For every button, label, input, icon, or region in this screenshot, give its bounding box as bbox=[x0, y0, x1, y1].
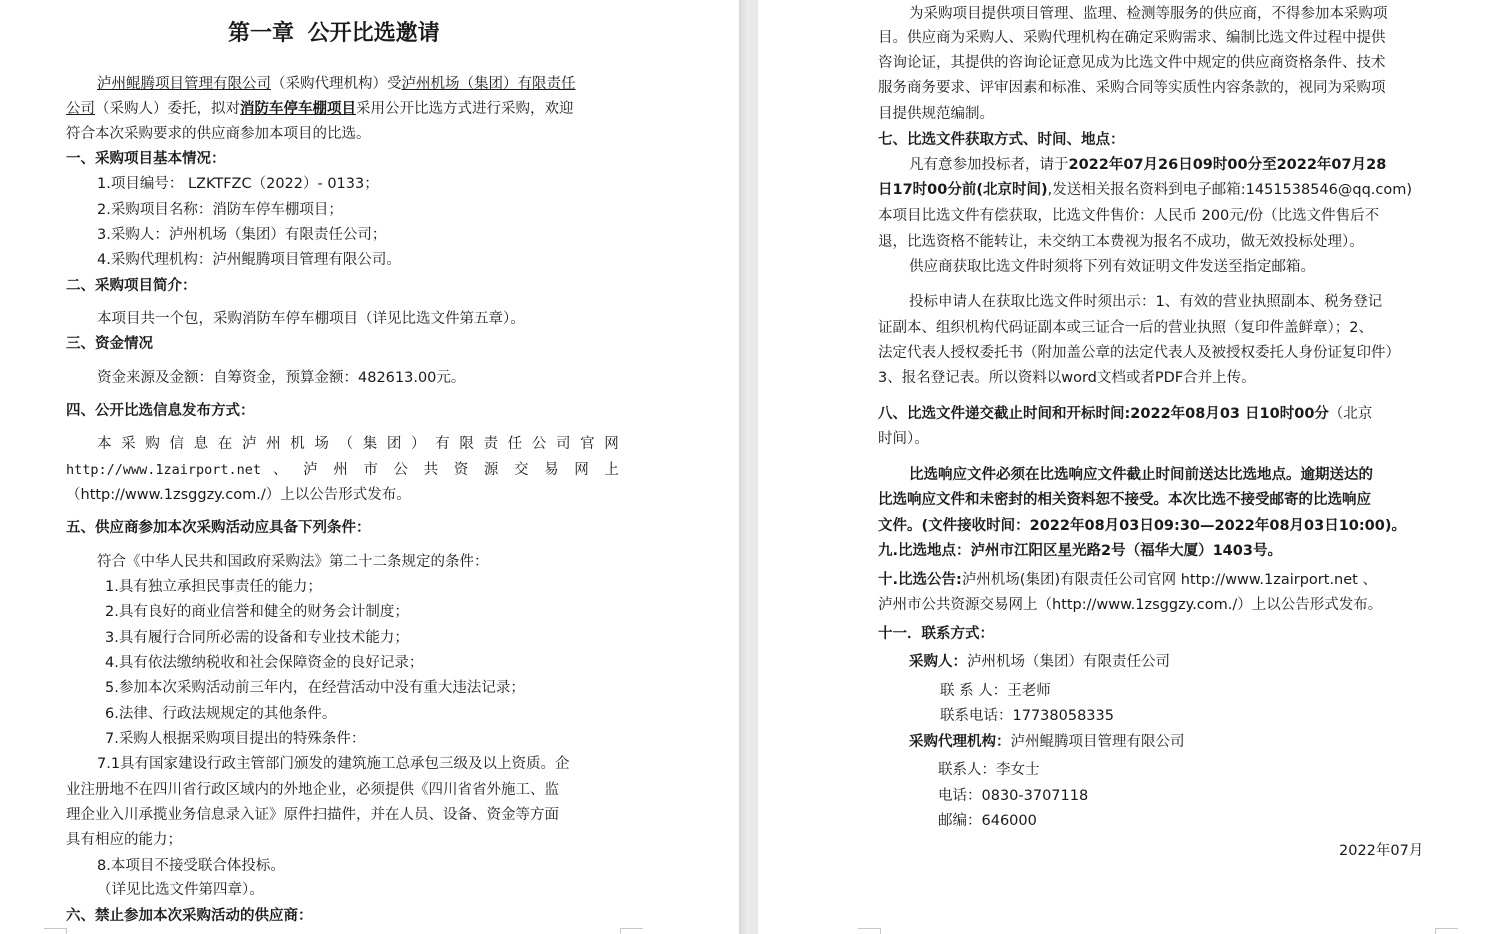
crop-mark bbox=[44, 928, 67, 934]
agency-label: 采购代理机构： bbox=[909, 734, 1011, 750]
section-8-line-2: 时间）。 bbox=[878, 431, 929, 447]
section-5-heading: 五、供应商参加本次采购活动应具备下列条件： bbox=[66, 520, 371, 536]
s5-item: 4.具有依法缴纳税收和社会保障资金的良好记录； bbox=[105, 655, 424, 671]
s7-line: 投标申请人在获取比选文件时须出示：1、有效的营业执照副本、税务登记 bbox=[909, 294, 1383, 310]
section-3-heading: 三、资金情况 bbox=[66, 336, 153, 352]
site-url-1: http://www.1zairport.net bbox=[66, 462, 262, 478]
s5-item: 7.采购人根据采购项目提出的特殊条件： bbox=[105, 731, 366, 747]
crop-mark bbox=[858, 928, 881, 934]
s5-item: 5.参加本次采购活动前三年内，在经营活动中没有重大违法记录； bbox=[105, 680, 525, 696]
section-2-heading: 二、采购项目简介： bbox=[66, 278, 197, 294]
agency-phone: 电话：0830-3707118 bbox=[938, 788, 1089, 804]
s7-email: ,发送相关报名资料到电子邮箱:1451538546@qq.com) bbox=[1047, 182, 1413, 198]
p6-line: 为采购项目提供项目管理、监理、检测等服务的供应商，不得参加本采购项 bbox=[909, 6, 1388, 22]
crop-mark bbox=[620, 928, 643, 934]
s4-char: 官 bbox=[580, 436, 595, 452]
s5-special-line: 7.1具有国家建设行政主管部门颁发的建筑施工总承包三级及以上资质。企 bbox=[97, 756, 570, 772]
s8-text: （北京 bbox=[1328, 406, 1373, 422]
p6-line: 目提供规范编制。 bbox=[878, 106, 994, 122]
section-9: 九.比选地点：泸州市江阳区星光路2号（福华大厦）1403号。 bbox=[878, 543, 1282, 559]
s10-text: 泸州机场(集团)有限责任公司官网 http://www.1zairport.net 、 bbox=[961, 572, 1377, 588]
purchaser-name: 泸州机场（集团）有限责任 bbox=[401, 76, 576, 92]
s1-item: 3.采购人：泸州机场（集团）有限责任公司； bbox=[97, 227, 387, 243]
s4-char: 州 bbox=[333, 462, 348, 478]
s4-char: 团 bbox=[386, 436, 402, 452]
s3-text: 资金来源及金额：自筹资金，预算金额：482613.00元。 bbox=[97, 370, 466, 386]
agency-name: 泸州鲲腾项目管理有限公司 bbox=[1010, 734, 1185, 750]
purchaser-line bbox=[909, 652, 1170, 672]
s5-special-line: 具有相应的能力； bbox=[66, 832, 182, 848]
s7-line: 本项目比选文件有偿获取，比选文件售价：人民币 200元/份（比选文件售后不 bbox=[878, 208, 1380, 224]
s4-char: 司 bbox=[555, 436, 571, 452]
s5-item: 1.具有独立承担民事责任的能力； bbox=[105, 579, 322, 595]
intro-line-3: 符合本次采购要求的供应商参加本项目的比选。 bbox=[66, 126, 371, 142]
s7-line-1 bbox=[909, 155, 1386, 175]
p6-line: 目。供应商为采购人、采购代理机构在确定采购需求、编制比选文件过程中提供 bbox=[878, 30, 1386, 46]
p6-line: 服务商务要求、评审因素和标准、采购合同等实质性内容条款的，视同为采购项 bbox=[878, 80, 1386, 96]
s4-char: 采 bbox=[121, 436, 136, 452]
s4-char: 任 bbox=[507, 436, 523, 452]
section-10-line-2: 泸州市公共资源交易网上（http://www.1zsggzy.com./）上以公告形式发布。 bbox=[878, 597, 1383, 613]
agency-name: 泸州鲲腾项目管理有限公司 bbox=[97, 76, 271, 92]
s4-char: 资 bbox=[453, 462, 469, 478]
s4-char: （ bbox=[338, 436, 354, 452]
s4-line-2 bbox=[273, 460, 619, 480]
section-1-heading: 一、采购项目基本情况： bbox=[66, 151, 226, 167]
s5-item: 6.法律、行政法规规定的其他条件。 bbox=[105, 706, 337, 722]
s5-item: 2.具有良好的商业信誉和健全的财务会计制度； bbox=[105, 604, 409, 620]
s4-char: 网 bbox=[574, 462, 589, 478]
s4-char: 机 bbox=[290, 436, 305, 452]
s4-char: 源 bbox=[483, 462, 499, 478]
s4-char: 场 bbox=[314, 436, 329, 452]
notice-line: 文件。(文件接收时间：2022年08月03日09:30—2022年08月03日10:00)。 bbox=[878, 518, 1406, 534]
contact-person: 联 系 人：王老师 bbox=[940, 683, 1051, 699]
s5-special-line: 业注册地不在四川省行政区域内的外地企业，必须提供《四川省省外施工、监 bbox=[66, 782, 559, 798]
s4-char: 集 bbox=[362, 436, 378, 452]
s1-item: 4.采购代理机构：泸州鲲腾项目管理有限公司。 bbox=[97, 252, 401, 268]
section-8-line-1 bbox=[878, 404, 1372, 424]
s4-char: 泸 bbox=[241, 436, 257, 452]
s4-char: 有 bbox=[435, 436, 450, 452]
contact-phone: 联系电话：17738058335 bbox=[940, 708, 1114, 724]
agency-postcode: 邮编：646000 bbox=[938, 813, 1037, 829]
s7-time-end: 日17时00分前(北京时间) bbox=[878, 182, 1048, 198]
document-page-left bbox=[0, 0, 739, 934]
s4-char: 共 bbox=[423, 462, 439, 478]
s4-char: 交 bbox=[514, 462, 529, 478]
s4-char: 限 bbox=[459, 436, 474, 452]
s4-char: 公 bbox=[393, 462, 408, 478]
section-8-heading: 八、比选文件递交截止时间和开标时间:2022年08月03 日10时00分 bbox=[878, 406, 1329, 422]
s4-line-3: （http://www.1zsggzy.com./）上以公告形式发布。 bbox=[66, 487, 411, 503]
section-11-heading: 十一．联系方式： bbox=[878, 626, 994, 642]
purchaser-label: 采购人： bbox=[909, 654, 967, 670]
section-10-line-1 bbox=[878, 570, 1377, 590]
s7-text: 凡有意参加投标者，请于 bbox=[909, 157, 1069, 173]
s2-text: 本项目共一个包，采购消防车停车棚项目（详见比选文件第五章）。 bbox=[97, 311, 525, 327]
s5-ref: （详见比选文件第四章）。 bbox=[97, 882, 264, 898]
s4-char: 、 bbox=[273, 462, 288, 478]
s4-line-1 bbox=[97, 434, 619, 454]
s4-char: 上 bbox=[604, 462, 619, 478]
s7-line-2 bbox=[878, 180, 1412, 200]
agency-contact: 联系人：李女士 bbox=[938, 762, 1040, 778]
notice-line: 比选响应文件和未密封的相关资料恕不接受。本次比选不接受邮寄的比选响应 bbox=[878, 492, 1371, 508]
intro-text: （采购代理机构）受 bbox=[271, 76, 402, 92]
s4-char: 在 bbox=[217, 436, 233, 452]
s4-char: 易 bbox=[544, 462, 559, 478]
section-7-heading: 七、比选文件获取方式、时间、地点： bbox=[878, 132, 1125, 148]
p6-line: 咨询论证，其提供的咨询论证意见成为比选文件中规定的供应商资格条件、技术 bbox=[878, 55, 1386, 71]
document-date: 2022年07月 bbox=[1339, 843, 1424, 859]
s4-char: 责 bbox=[483, 436, 498, 452]
s1-item: 1.项目编号： LZKTFZC（2022）- 0133； bbox=[97, 176, 379, 192]
s4-char: 本 bbox=[97, 436, 112, 452]
intro-line-2 bbox=[66, 99, 574, 119]
s7-line: 3、报名登记表。所以资料以word文档或者PDF合并上传。 bbox=[878, 370, 1256, 386]
s4-char: ） bbox=[411, 436, 426, 452]
crop-mark bbox=[1435, 928, 1458, 934]
s7-line: 证副本、组织机构代码证副本或三证合一后的营业执照（复印件盖鲜章）；2、 bbox=[878, 320, 1373, 336]
agency-line bbox=[909, 732, 1185, 752]
s4-char: 信 bbox=[169, 436, 184, 452]
s1-item: 2.采购项目名称：消防车停车棚项目； bbox=[97, 202, 343, 218]
chapter-title: 第一章 公开比选邀请 bbox=[228, 20, 440, 46]
section-10-heading: 十.比选公告: bbox=[878, 572, 962, 588]
s5-item-8: 8.本项目不接受联合体投标。 bbox=[97, 858, 285, 874]
s4-char: 购 bbox=[145, 436, 160, 452]
intro-text: （采购人）委托，拟对 bbox=[95, 101, 240, 117]
project-name: 消防车停车棚项目 bbox=[240, 101, 356, 117]
s4-char: 州 bbox=[266, 436, 281, 452]
s4-char: 市 bbox=[363, 462, 378, 478]
s5-intro: 符合《中华人民共和国政府采购法》第二十二条规定的条件： bbox=[97, 554, 489, 570]
intro-line-1 bbox=[97, 74, 576, 94]
s7-line: 法定代表人授权委托书（附加盖公章的法定代表人及被授权委托人身份证复印件） bbox=[878, 345, 1400, 361]
purchaser-name: 泸州机场（集团）有限责任公司 bbox=[967, 654, 1170, 670]
s4-char: 公 bbox=[531, 436, 547, 452]
s5-item: 3.具有履行合同所必需的设备和专业技术能力； bbox=[105, 630, 409, 646]
s7-line: 供应商获取比选文件时须将下列有效证明文件发送至指定邮箱。 bbox=[909, 259, 1315, 275]
s5-special-line: 理企业入川承揽业务信息录入证》原件扫描件，并在人员、设备、资金等方面 bbox=[66, 807, 559, 823]
section-4-heading: 四、公开比选信息发布方式： bbox=[66, 403, 255, 419]
s4-char: 网 bbox=[604, 436, 619, 452]
s7-time-start: 2022年07月26日09时00分至2022年07月28 bbox=[1068, 157, 1387, 173]
s7-line: 退，比选资格不能转让，未交纳工本费视为报名不成功，做无效投标处理）。 bbox=[878, 234, 1364, 250]
purchaser-name-cont: 公司 bbox=[66, 101, 95, 117]
page-gutter bbox=[739, 0, 758, 934]
notice-line: 比选响应文件必须在比选响应文件截止时间前送达比选地点。逾期送达的 bbox=[909, 467, 1373, 483]
section-6-heading: 六、禁止参加本次采购活动的供应商： bbox=[66, 908, 313, 924]
s4-char: 泸 bbox=[303, 462, 318, 478]
s4-char: 息 bbox=[193, 436, 209, 452]
intro-text: 采用公开比选方式进行采购，欢迎 bbox=[356, 101, 574, 117]
document-page-right bbox=[758, 0, 1495, 934]
